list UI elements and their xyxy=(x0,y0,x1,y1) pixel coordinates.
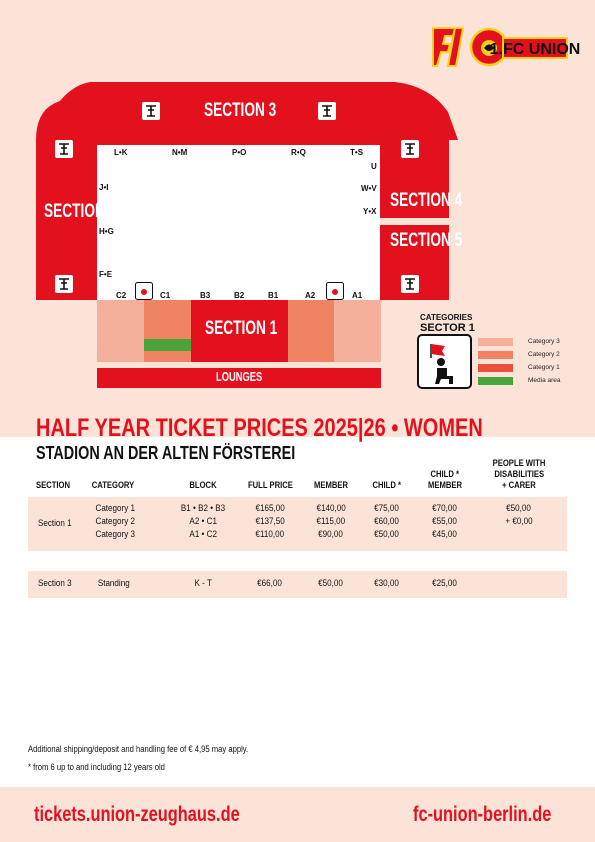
stairs-icon xyxy=(401,275,419,293)
table-cell: Category 2 xyxy=(95,516,135,527)
section-3-label: SECTION 3 xyxy=(204,100,277,121)
section-5-label: SECTION 5 xyxy=(390,230,463,251)
table-cell: €50,00 xyxy=(506,503,532,514)
fan-icon xyxy=(417,334,472,389)
stairs-icon xyxy=(55,275,73,293)
legend-heading: CATEGORIES xyxy=(420,313,473,322)
table-cell xyxy=(482,578,556,589)
block-label: H•G xyxy=(99,227,114,236)
table-cell: Section 1 xyxy=(37,518,72,529)
footer xyxy=(0,787,595,842)
block-label: B2 xyxy=(234,291,245,300)
table-cell: €50,00 xyxy=(374,529,400,540)
section-2-label: SECTION 2 xyxy=(44,201,117,222)
table-cell: Section 3 xyxy=(37,578,72,589)
legend-label: Category 1 xyxy=(528,364,560,371)
block-a1-area xyxy=(334,300,381,362)
legend-swatch xyxy=(478,364,513,372)
table-cell: Category 3 xyxy=(95,529,135,540)
legend-subheading: SECTOR 1 xyxy=(420,322,475,334)
block-a2-area xyxy=(288,300,334,362)
block-label: P•O xyxy=(232,148,247,157)
block-label: F•E xyxy=(99,270,113,279)
block-label: Y•X xyxy=(363,207,377,216)
block-label: C1 xyxy=(160,291,171,300)
logo-text: 1.FC UNION xyxy=(489,41,581,58)
table-cell: €75,00 xyxy=(374,503,400,514)
block-label: L•K xyxy=(114,148,128,157)
table-cell: A1 • C2 xyxy=(189,529,217,540)
header-category: CATEGORY xyxy=(91,480,135,490)
block-label: C2 xyxy=(116,291,127,300)
table-cell: €45,00 xyxy=(432,529,458,540)
table-cell: €90,00 xyxy=(318,529,344,540)
stairs-icon xyxy=(142,102,160,120)
stairs-icon xyxy=(318,102,336,120)
legend-label: Category 3 xyxy=(528,338,560,345)
header-child-member: CHILD * MEMBER xyxy=(428,469,462,490)
table-cell xyxy=(482,529,556,540)
section-1-label: SECTION 1 xyxy=(205,318,278,339)
block-label: B1 xyxy=(268,291,279,300)
header-section: SECTION xyxy=(35,480,70,490)
block-label: N•M xyxy=(172,148,188,157)
table-cell: + €0,00 xyxy=(505,516,533,527)
block-label: W•V xyxy=(361,184,377,193)
media-fan-icon xyxy=(135,282,153,300)
table-cell: €110,00 xyxy=(255,529,285,540)
block-label: A1 xyxy=(352,291,363,300)
club-website-link[interactable]: fc-union-berlin.de xyxy=(412,803,551,826)
page-title: HALF YEAR TICKET PRICES 2025|26 • WOMEN xyxy=(36,414,483,442)
table-cell: B1 • B2 • B3 xyxy=(180,503,226,514)
block-label: R•Q xyxy=(291,148,306,157)
lounges-label: LOUNGES xyxy=(215,369,263,384)
page-subtitle: STADION AN DER ALTEN FÖRSTEREI xyxy=(36,443,296,463)
child-age-note: * from 6 up to and including 12 years old xyxy=(28,762,165,772)
legend-swatch xyxy=(478,338,513,346)
table-cell: €50,00 xyxy=(318,578,344,589)
header-full-price: FULL PRICE xyxy=(247,480,293,490)
table-cell: €66,00 xyxy=(257,578,283,589)
header-member: MEMBER xyxy=(314,480,348,490)
header-disabilities: PEOPLE WITH DISABILITIES + CARER xyxy=(492,458,546,490)
zeughaus-link[interactable]: tickets.union-zeughaus.de xyxy=(34,803,240,826)
table-cell: €55,00 xyxy=(432,516,458,527)
media-area xyxy=(144,339,191,351)
block-c2-area xyxy=(97,300,144,362)
table-cell: €30,00 xyxy=(374,578,400,589)
section-4-label: SECTION 4 xyxy=(390,190,463,211)
table-cell: €115,00 xyxy=(316,516,346,527)
block-label: U xyxy=(371,162,377,171)
fee-note: Additional shipping/deposit and handling fee of € 4,95 may apply. xyxy=(28,744,249,754)
stairs-icon xyxy=(55,140,73,158)
legend-label: Media area xyxy=(528,377,561,384)
legend-label: Category 2 xyxy=(528,351,560,358)
header-block: BLOCK xyxy=(189,480,217,490)
legend-swatch xyxy=(478,351,513,359)
section-2-area xyxy=(36,100,97,300)
stairs-icon xyxy=(401,140,419,158)
block-c1-area xyxy=(144,300,191,362)
table-cell: €25,00 xyxy=(432,578,458,589)
table-cell: €70,00 xyxy=(432,503,458,514)
media-fan-icon xyxy=(326,282,344,300)
table-cell: €140,00 xyxy=(316,503,346,514)
header-child: CHILD * xyxy=(372,480,402,490)
table-cell: A2 • C1 xyxy=(189,516,217,527)
table-cell: K - T xyxy=(194,578,212,589)
table-cell: €60,00 xyxy=(374,516,400,527)
block-label: J•I xyxy=(99,183,109,192)
table-cell: €137,50 xyxy=(255,516,285,527)
table-cell: Category 1 xyxy=(95,503,135,514)
table-cell: Standing xyxy=(97,578,130,589)
block-label: A2 xyxy=(305,291,316,300)
legend-swatch xyxy=(478,377,513,385)
block-label: T•S xyxy=(350,148,364,157)
pitch xyxy=(97,145,380,300)
table-cell: €165,00 xyxy=(255,503,285,514)
block-label: B3 xyxy=(200,291,211,300)
